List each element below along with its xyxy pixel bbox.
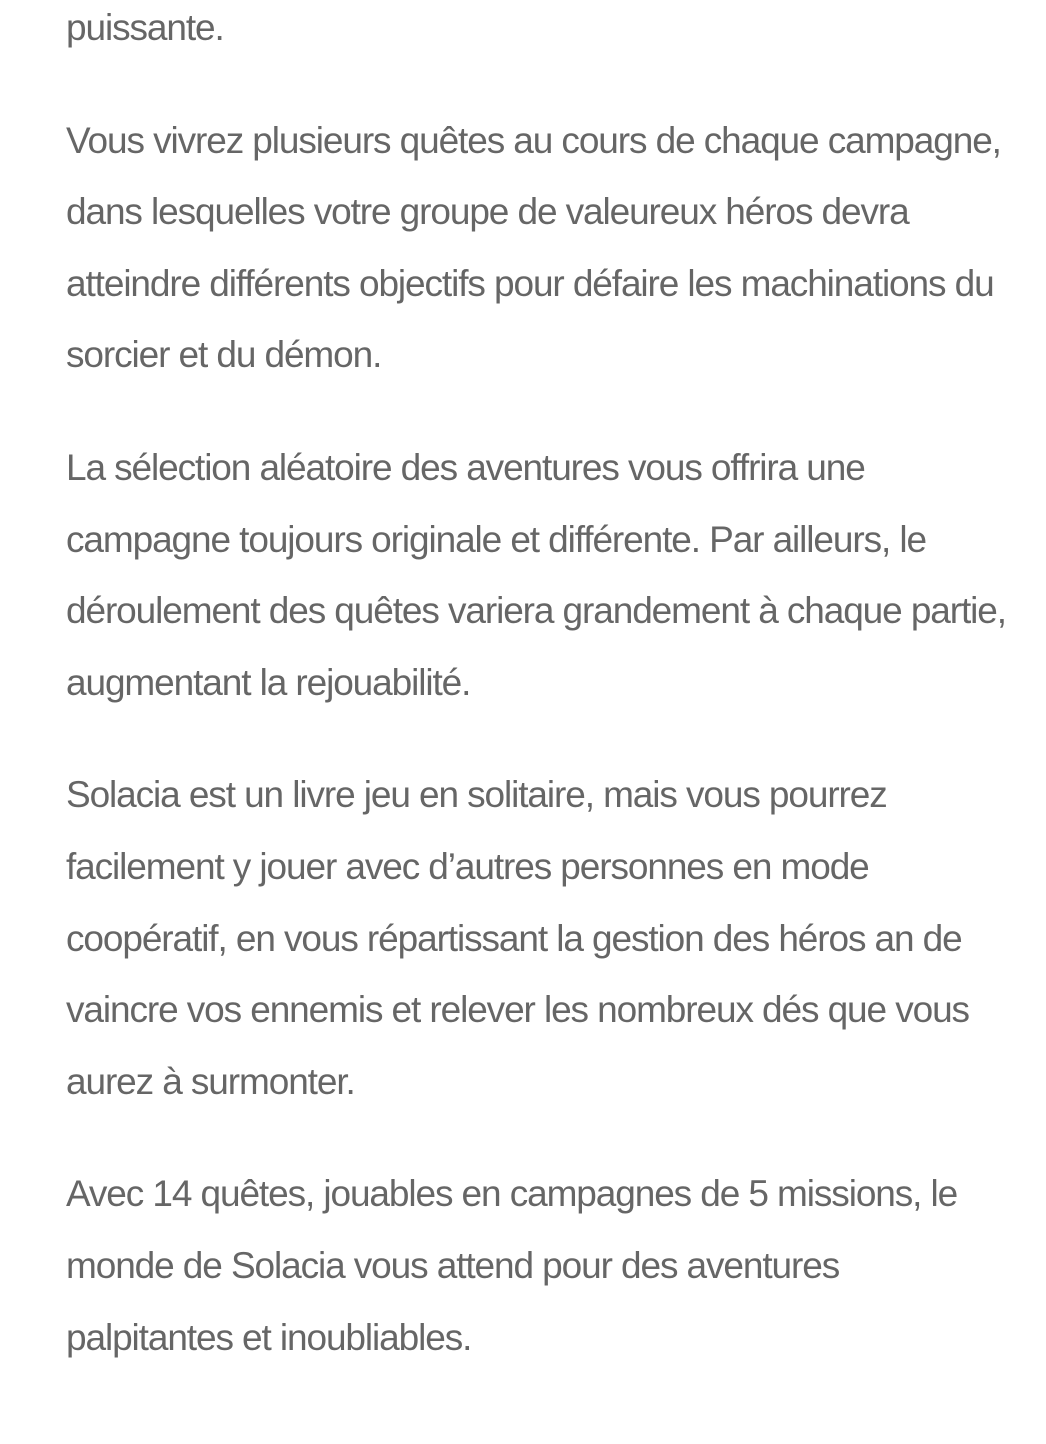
paragraph-random-selection: La sélection aléatoire des aventures vous offrira une campagne toujours originale et différente. Par ailleurs, le déroulement des quêtes variera grandement à chaque partie, augmentant la rejouabilité. [66, 446, 1006, 703]
paragraph-intro-end: puissante. [66, 7, 224, 48]
paragraph-coop-mode: Solacia est un livre jeu en solitaire, mais vous pourrez facilement y jouer avec d’autres personnes en mode coopératif, en vous répartissant la gestion des héros an de vaincre vos ennemis et relever les nombreux dés que vous aurez à surmonter. [66, 774, 969, 1102]
article-body [66, 0, 1006, 1414]
paragraph-campaign-summary: Avec 14 quêtes, jouables en campagnes de 5 missions, le monde de Solacia vous attend pour des aventures palpitantes et inoubliables. [66, 1173, 958, 1358]
paragraph-quests: Vous vivrez plusieurs quêtes au cours de chaque campagne, dans lesquelles votre groupe de valeureux héros devra atteindre différents objectifs pour défaire les machinations du sorcier et du démon. [66, 119, 1001, 376]
